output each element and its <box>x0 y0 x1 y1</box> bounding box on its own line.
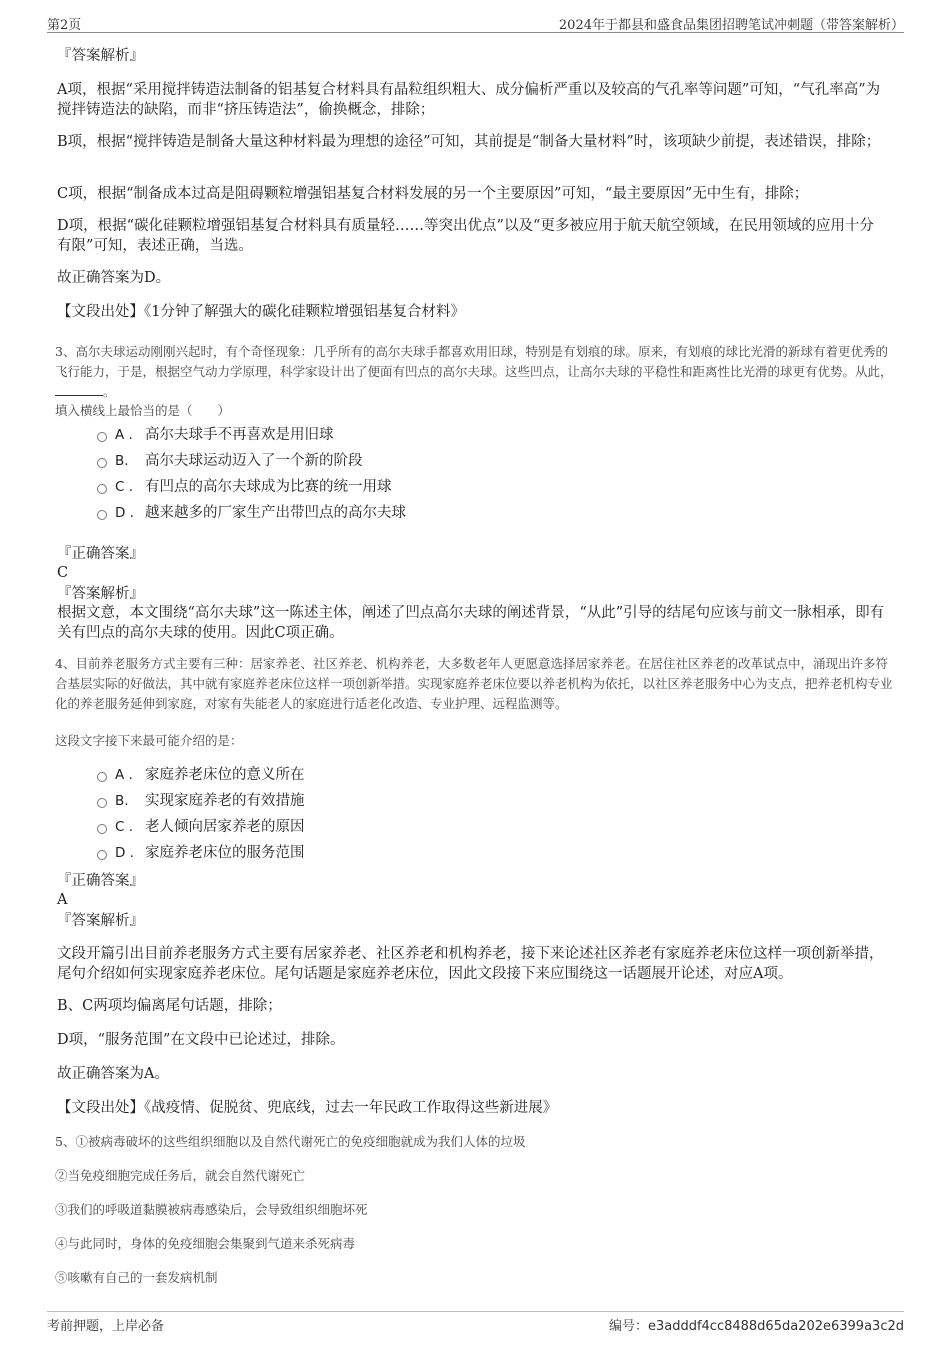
q4-option-c[interactable]: C . 老人倾向居家养老的原因 <box>97 818 305 836</box>
radio-icon[interactable] <box>97 510 107 520</box>
q3-option-b[interactable]: B. 高尔夫球运动迈入了一个新的阶段 <box>97 452 363 470</box>
q3-answer-label: 『正确答案』 <box>57 546 144 562</box>
footer-slogan: 考前押题，上岸必备 <box>47 1319 165 1334</box>
radio-icon[interactable] <box>97 850 107 860</box>
q4-option-b[interactable]: B. 实现家庭养老的有效措施 <box>97 792 305 810</box>
document-code: 编号：e3adddf4cc8488d65da202e6399a3c2d <box>608 1319 904 1334</box>
q4-analysis-label: 『答案解析』 <box>57 913 144 929</box>
radio-icon[interactable] <box>97 432 107 442</box>
radio-icon[interactable] <box>97 824 107 834</box>
q4-prompt: 这段文字接下来最可能介绍的是： <box>55 733 243 748</box>
q2-analysis-d: D项，根据“碳化硅颗粒增强铝基复合材料具有质量轻……等突出优点”以及“更多被应用于航天航空领域，在民用领域的应用十分有限”可知，表述正确，当选。 <box>57 218 874 254</box>
q4-analysis: 文段开篇引出目前养老服务方式主要有居家养老、社区养老和机构养老，接下来论述社区养老有家庭养老床位这样一项创新举措，尾句介绍如何实现家庭养老床位。尾句话题是家庭养老床位，因此文段接下来应围绕这一话题展开论述，对应A项。 <box>57 946 884 982</box>
q4-analysis-bc: B、C两项均偏离尾句话题，排除； <box>57 998 282 1014</box>
q5-sentence-4: ④与此同时，身体的免疫细胞会集聚到气道来杀死病毒 <box>55 1236 356 1251</box>
q5-sentence-1: 5、①被病毒破坏的这些组织细胞以及自然代谢死亡的免疫细胞就成为我们人体的垃圾 <box>55 1134 526 1149</box>
radio-icon[interactable] <box>97 458 107 468</box>
q3-analysis: 根据文意，本文围绕“高尔夫球”这一陈述主体，阐述了凹点高尔夫球的阐述背景，“从此”引导的结尾句应该与前文一脉相承，即有关有凹点的高尔夫球的使用。因此C项正确。 <box>57 605 885 641</box>
q4-option-d[interactable]: D . 家庭养老床位的服务范围 <box>97 844 305 862</box>
q4-answer: A <box>57 892 68 908</box>
q2-analysis-label: 『答案解析』 <box>57 48 144 64</box>
q5-sentence-5: ⑤咳嗽有自己的一套发病机制 <box>55 1270 218 1285</box>
q5-sentence-3: ③我们的呼吸道黏膜被病毒感染后，会导致组织细胞坏死 <box>55 1202 368 1217</box>
radio-icon[interactable] <box>97 484 107 494</box>
q3-option-c[interactable]: C . 有凹点的高尔夫球成为比赛的统一用球 <box>97 478 392 496</box>
q4-conclusion: 故正确答案为A。 <box>57 1066 169 1082</box>
q2-analysis-b: B项，根据“搅拌铸造是制备大量这种材料最为理想的途径”可知，其前提是“制备大量材料”时，该项缺少前提，表述错误，排除； <box>57 134 881 150</box>
q2-conclusion: 故正确答案为D。 <box>57 270 171 286</box>
q4-answer-label: 『正确答案』 <box>57 873 144 889</box>
q4-analysis-d: D项，“服务范围”在文段中已论述过，排除。 <box>57 1032 345 1048</box>
page-number: 第2页 <box>47 18 82 33</box>
q2-analysis-c: C项，根据“制备成本过高是阻碍颗粒增强铝基复合材料发展的另一个主要原因”可知，“最主要原因”无中生有，排除； <box>57 186 809 202</box>
q3-stem: 3、高尔夫球运动刚刚兴起时，有个奇怪现象：几乎所有的高尔夫球手都喜欢用旧球，特别是有划痕的球。原来，有划痕的球比光滑的新球有着更优秀的飞行能力，于是，根据空气动力学原理，科学家设计出了便面有凹点的高尔夫球。这些凹点，让高尔夫球的平稳性和距离性比光滑的球更有优势。从此，。 <box>55 344 893 399</box>
q3-option-a[interactable]: A . 高尔夫球手不再喜欢是用旧球 <box>97 426 334 444</box>
q2-source: 【文段出处】《1分钟了解强大的碳化硅颗粒增强铝基复合材料》 <box>57 304 465 320</box>
q3-prompt: 填入横线上最恰当的是（ ） <box>55 403 231 418</box>
q4-source: 【文段出处】《战疫情、促脱贫、兜底线，过去一年民政工作取得这些新进展》 <box>57 1100 558 1116</box>
document-title: 2024年于都县和盛食品集团招聘笔试冲刺题（带答案解析） <box>558 18 904 33</box>
q3-analysis-label: 『答案解析』 <box>57 586 144 602</box>
radio-icon[interactable] <box>97 772 107 782</box>
q2-analysis-a: A项，根据“采用搅拌铸造法制备的铝基复合材料具有晶粒组织粗大、成分偏析严重以及较高的气孔率等问题”可知，“气孔率高”为搅拌铸造法的缺陷，而非“挤压铸造法”，偷换概念，排除； <box>57 82 881 118</box>
fill-blank <box>55 383 103 396</box>
page-header <box>47 14 904 33</box>
q4-option-a[interactable]: A . 家庭养老床位的意义所在 <box>97 766 305 784</box>
q3-answer: C <box>57 565 69 581</box>
q3-option-d[interactable]: D . 越来越多的厂家生产出带凹点的高尔夫球 <box>97 504 406 522</box>
q4-stem: 4、目前养老服务方式主要有三种：居家养老、社区养老、机构养老，大多数老年人更愿意选择居家养老。在居住社区养老的改革试点中，涌现出许多符合基层实际的好做法，其中就有家庭养老床位这样一项创新举措。实现家庭养老床位要以养老机构为依托，以社区养老服务中心为支点，把养老机构专业化的养老服务延伸到家庭，对家有失能老人的家庭进行适老化改造、专业护理、远程监测等。 <box>55 656 893 711</box>
radio-icon[interactable] <box>97 798 107 808</box>
page-footer <box>47 1311 904 1337</box>
q5-sentence-2: ②当免疫细胞完成任务后，就会自然代谢死亡 <box>55 1168 306 1183</box>
